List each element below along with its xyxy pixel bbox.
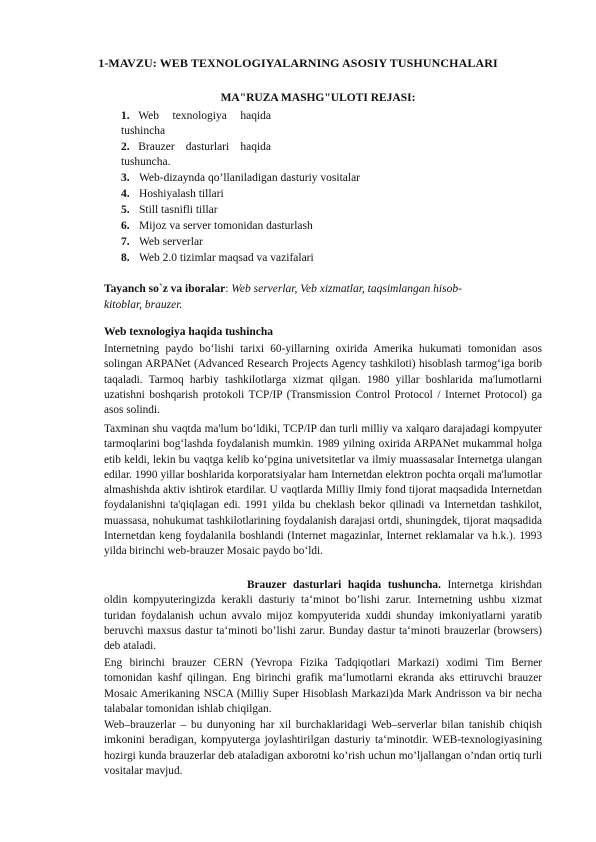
- plan-item-word: haqida: [240, 110, 271, 122]
- keywords-block: [104, 281, 496, 313]
- plan-item-number: 1.: [121, 110, 130, 122]
- plan-item-5: [121, 203, 381, 219]
- plan-item-continuation: tushincha: [121, 125, 166, 137]
- plan-item-number: 7.: [121, 236, 130, 248]
- plan-item-number: 6.: [121, 220, 130, 232]
- paragraph-web-browsers: Web–brauzerlar – bu dunyoning har xil burchaklaridagi Web–serverlar bilan tanishib chiqish imkonini beradigan, kompyuterga joylashtirilgan dasturiy ta‘minotdir. WEB-texnologiyasining hozirgi kunda brauzerlar deb ataladigan axborotni ko’rish uchun mo’ljallangan o’ndan ortiq turli vositalar mavjud.: [104, 719, 542, 777]
- plan-item-word: haqida: [240, 141, 271, 153]
- plan-item-text: Web 2.0 tizimlar maqsad va vazifalari: [139, 252, 314, 264]
- plan-title: MA"RUZA MASHG"ULOTI REJASI:: [220, 92, 416, 104]
- keywords-label: Tayanch so`z va iboralar: [104, 283, 226, 295]
- plan-item-text: Mijoz va server tomonidan dasturlash: [139, 220, 313, 232]
- paragraph-browsers-intro: [104, 578, 542, 654]
- plan-item-2: [121, 140, 381, 170]
- plan-item-number: 5.: [121, 204, 130, 216]
- page-title: 1-MAVZU: WEB TEXNOLOGIYALARNING ASOSIY TUSHUNCHALARI: [98, 56, 498, 70]
- plan-item-word: Brauzer: [138, 141, 175, 153]
- plan-item-text: Still tasnifli tillar: [139, 204, 218, 216]
- plan-item-3: [121, 171, 381, 187]
- plan-item-number: 4.: [121, 188, 130, 200]
- section-heading: Web texnologiya haqida tushincha: [104, 326, 274, 338]
- plan-item-continuation: tushuncha.: [121, 156, 171, 168]
- plan-item-7: [121, 235, 381, 251]
- keywords-text: Web serverlar, Veb xizmatlar, taqsimlangan hisob-kitoblar, brauzer.: [104, 283, 462, 311]
- plan-item-text: Web serverlar: [139, 236, 203, 248]
- browsers-intro-text: Internetga kirishdan oldin kompyuteringizda kerakli dasturiy ta‘minot bo’lishi zarur. Internetning ushbu xizmat turidan foydalanish uchun avvalo mijoz kompyuterida xuddi shunday imkoniyatlarni yaratib beruvchi maxsus dastur ta‘minoti bo’lishi zarur. Bunday dastur ta‘minoti brauzerlar (browsers) deb ataladi.: [104, 579, 542, 653]
- plan-item-4: [121, 187, 381, 203]
- plan-item-6: [121, 219, 381, 235]
- plan-item-number: 8.: [121, 252, 130, 264]
- paragraph-internet-history: Internetning paydo bo‘lishi tarixi 60-yillarning oxirida Amerika hukumati tomonidan asos solingan ARPANet (Advanced Research Projects Agency tashkiloti) hisoblash tarmog‘iga borib taqaladi. Tarmoq harbiy tashkilotlarga xizmat qilgan. 1980 yillar boshlarida ma'lumotlarni uzatishni boshqarish protokoli TCP/IP (Transmission Control Protocol / Internet Protocol) ga asos solindi.: [104, 343, 542, 417]
- plan-item-1-part: [121, 109, 159, 124]
- plan-item-text: Web-dizaynda qo’llaniladigan dasturiy vositalar: [139, 172, 361, 184]
- plan-item-1: [121, 109, 381, 139]
- plan-item-word: dasturlari: [185, 141, 230, 153]
- plan-item-8: [121, 251, 381, 267]
- plan-item-word: Web: [138, 110, 160, 122]
- plan-item-number: 3.: [121, 172, 130, 184]
- plan-item-word: texnologiya: [172, 110, 227, 122]
- plan-item-number: 2.: [121, 141, 130, 153]
- browsers-heading: Brauzer dasturlari haqida tushuncha.: [247, 579, 441, 591]
- lecture-plan-list: [121, 109, 381, 267]
- plan-item-text: Hoshiyalash tillari: [139, 188, 224, 200]
- plan-item-2-part: [121, 140, 175, 155]
- paragraph-first-browser: Eng birinchi brauzer CERN (Yevropa Fizika Tadqiqotlari Markazi) xodimi Tim Berner tomonidan kashf qilingan. Eng birinchi grafik ma‘lumotlarni ekranda aks ettiruvchi brauzer Mosaic Amerikaning NSCA (Milliy Super Hisoblash Markazi)da Mark Andrisson va bir necha talabalar tomonidan ishlab chiqilgan.: [104, 657, 542, 715]
- keywords-separator: :: [225, 283, 232, 295]
- paragraph-tcp-ip: Taxminan shu vaqtda ma'lum bo‘ldiki, TCP/IP dan turli milliy va xalqaro darajadagi kompyuter tarmoqlarini bog‘lashda foydalanish mumkin. 1989 yilning oxirida ARPANet mukammal holga etib keldi, lekin bu vaqtga kelib ko‘pgina univetsitetlar va ilmiy muassasalar Internetga ulangan edilar. 1990 yillar boshlarida korporatsiyalar ham Internetdan elektron pochta orqali ma'lumotlar almashishda aktiv ishtirok etardilar. U vaqtlarda Milliy Ilmiy fond tijorat maqsadida Internetdan foydalanishni ta'qiqlagan edi. 1991 yilda bu cheklash bekor qilinadi va Internetdan tashkilot, muassasa, nohukumat tashkilotlarining foydalanish darajasi ortdi, shuningdek, tijorat maqsadida Internetdan keng foydalanila boshlandi (Internet magazinlar, Internet reklamalar va h.k.). 1993 yilda birinchi web-brauzer Mosaic paydo bo‘ldi.: [104, 423, 542, 558]
